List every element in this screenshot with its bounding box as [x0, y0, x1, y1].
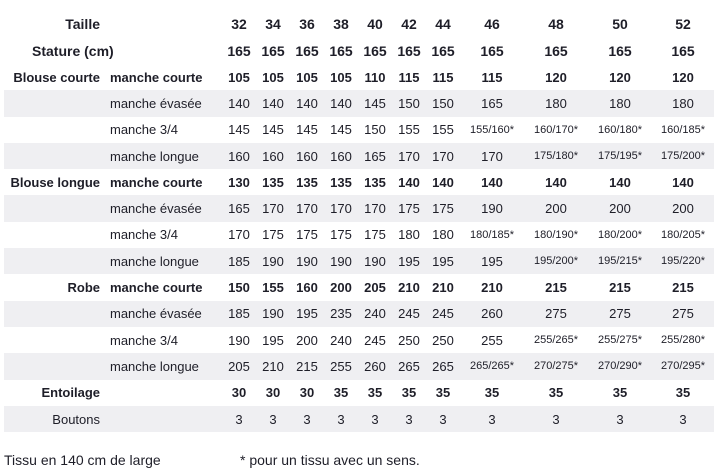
table-row [4, 222, 714, 248]
fabric-length-cell: 160 [324, 143, 358, 169]
fabric-length-cell: 170 [228, 227, 250, 243]
fabric-length-cell: 175 [330, 227, 352, 243]
fabric-length-cell: 250 [432, 332, 454, 348]
fabric-length-cell: 270/275* [524, 353, 588, 379]
fabric-length-cell: 145 [330, 122, 352, 138]
fabric-length-cell: 275 [524, 301, 588, 327]
sleeve-label: manche évasée [108, 301, 222, 327]
fabric-length-cell: 195 [290, 301, 324, 327]
sleeve-label: manche longue [108, 248, 222, 274]
garment-label [4, 90, 108, 116]
fabric-length-cell: 30 [265, 385, 281, 401]
fabric-length-cell: 250 [398, 332, 420, 348]
fabric-length-cell: 195/200* [524, 248, 588, 274]
sleeve-label: manche courte [110, 280, 203, 296]
height-cell: 165 [295, 42, 319, 59]
fabric-length-cell: 175/195* [588, 143, 652, 169]
fabric-length-cell: 200 [330, 280, 352, 296]
fabric-length-cell: 150 [228, 280, 250, 296]
fabric-length-cell: 180/190* [533, 228, 579, 241]
fabric-length-cell: 110 [364, 69, 386, 85]
height-cell: 165 [329, 42, 353, 59]
fabric-length-cell: 150 [426, 90, 460, 116]
height-cell: 165 [480, 42, 504, 59]
fabric-length-cell: 145 [228, 122, 250, 138]
fabric-length-cell: 35 [435, 385, 451, 401]
fabric-length-cell: 175 [426, 195, 460, 221]
garment-label [4, 248, 108, 274]
fabric-length-cell: 140 [398, 174, 420, 190]
fabric-length-cell: 185 [222, 248, 256, 274]
garment-label: Blouse courte [13, 69, 100, 85]
fabric-length-cell: 140 [222, 90, 256, 116]
size-label-spacer [108, 10, 222, 37]
fabric-length-cell: 265 [392, 353, 426, 379]
size-table-body [4, 10, 714, 432]
fabric-length-cell: 130 [228, 174, 250, 190]
fabric-length-cell: 35 [401, 385, 417, 401]
fabric-length-cell: 190 [358, 248, 392, 274]
garment-label: Entoilage [41, 385, 100, 401]
fabric-length-cell: 255/265* [533, 334, 579, 347]
fabric-length-cell: 215 [545, 280, 567, 296]
fabric-length-cell: 205 [222, 353, 256, 379]
size-table [4, 10, 714, 432]
sleeve-label: manche courte [110, 174, 203, 190]
garment-label [4, 222, 108, 248]
fabric-length-cell: 195 [426, 248, 460, 274]
size-cell: 42 [401, 15, 417, 32]
fabric-length-cell: 195 [262, 332, 284, 348]
fabric-length-cell: 3 [392, 406, 426, 432]
fabric-length-cell: 105 [330, 69, 352, 85]
fabric-length-cell: 160 [222, 143, 256, 169]
height-label: Stature (cm) [32, 42, 114, 59]
fabric-length-cell: 135 [364, 174, 386, 190]
fabric-length-cell: 175 [296, 227, 318, 243]
fabric-length-cell: 3 [290, 406, 324, 432]
fabric-length-cell: 190 [256, 301, 290, 327]
fabric-length-cell: 185 [222, 301, 256, 327]
fabric-length-cell: 240 [358, 301, 392, 327]
fabric-length-cell: 35 [548, 385, 564, 401]
fabric-length-cell: 210 [398, 280, 420, 296]
fabric-length-cell: 160/185* [660, 123, 706, 136]
fabric-length-cell: 255/275* [597, 334, 643, 347]
size-cell: 46 [484, 15, 500, 32]
sleeve-label: manche courte [110, 69, 203, 85]
fabric-length-cell: 170 [256, 195, 290, 221]
fabric-length-cell: 115 [432, 69, 454, 85]
height-cell: 165 [227, 42, 251, 59]
garment-label [4, 143, 108, 169]
fabric-length-cell: 165 [358, 143, 392, 169]
fabric-length-cell: 200 [652, 195, 714, 221]
sleeve-label: manche longue [108, 353, 222, 379]
height-cell: 165 [544, 42, 568, 59]
fabric-length-cell: 175/180* [524, 143, 588, 169]
fabric-length-cell: 120 [609, 69, 631, 85]
size-cell: 52 [675, 15, 691, 32]
fabric-length-cell: 3 [358, 406, 392, 432]
fabric-length-cell: 180 [652, 90, 714, 116]
table-row [4, 380, 714, 406]
fabric-length-cell: 170 [426, 143, 460, 169]
fabric-length-cell: 160 [256, 143, 290, 169]
fabric-length-cell: 255 [481, 332, 503, 348]
height-cell: 165 [671, 42, 695, 59]
size-header-row [4, 10, 714, 37]
fabric-length-cell: 180/185* [469, 228, 515, 241]
height-cell: 165 [608, 42, 632, 59]
table-row [4, 117, 714, 143]
fabric-length-cell: 30 [299, 385, 315, 401]
table-row [4, 353, 714, 379]
fabric-length-cell: 145 [358, 90, 392, 116]
fabric-length-cell: 275 [652, 301, 714, 327]
fabric-length-cell: 170 [460, 143, 524, 169]
fabric-length-cell: 30 [231, 385, 247, 401]
size-cell: 40 [367, 15, 383, 32]
fabric-length-cell: 200 [588, 195, 652, 221]
fabric-length-cell: 115 [481, 69, 503, 85]
fabric-length-cell: 3 [460, 406, 524, 432]
size-cell: 32 [231, 15, 247, 32]
fabric-length-cell: 200 [524, 195, 588, 221]
fabric-length-cell: 190 [290, 248, 324, 274]
fabric-length-cell: 155 [432, 122, 454, 138]
fabric-length-cell: 35 [367, 385, 383, 401]
sleeve-label: manche évasée [108, 90, 222, 116]
fabric-length-cell: 245 [426, 301, 460, 327]
fabric-length-cell: 270/295* [652, 353, 714, 379]
fabric-length-cell: 200 [296, 332, 318, 348]
fabric-length-cell: 140 [256, 90, 290, 116]
fabric-length-cell: 190 [228, 332, 250, 348]
fabric-length-cell: 35 [484, 385, 500, 401]
fabric-length-cell: 3 [588, 406, 652, 432]
fabric-length-cell: 120 [545, 69, 567, 85]
fabric-length-cell: 210 [256, 353, 290, 379]
size-cell: 50 [612, 15, 628, 32]
sleeve-label [108, 380, 222, 406]
table-row [4, 248, 714, 274]
fabric-length-cell: 255 [324, 353, 358, 379]
fabric-length-cell: 135 [330, 174, 352, 190]
fabric-length-cell: 165 [460, 90, 524, 116]
table-row [4, 327, 714, 353]
sleeve-label: manche 3/4 [110, 122, 178, 138]
fabric-length-cell: 175 [262, 227, 284, 243]
garment-label: Blouse longue [10, 174, 100, 190]
height-cell: 165 [261, 42, 285, 59]
size-cell: 36 [299, 15, 315, 32]
fabric-length-cell: 215 [672, 280, 694, 296]
fabric-length-cell: 105 [228, 69, 250, 85]
table-row [4, 143, 714, 169]
fabric-length-cell: 145 [262, 122, 284, 138]
fabric-length-cell: 175 [392, 195, 426, 221]
fabric-length-cell: 270/290* [588, 353, 652, 379]
fabric-length-cell: 235 [324, 301, 358, 327]
height-cell: 165 [431, 42, 455, 59]
fabric-length-cell: 180/200* [597, 228, 643, 241]
fabric-length-cell: 3 [652, 406, 714, 432]
fabric-length-cell: 265 [426, 353, 460, 379]
fabric-length-cell: 255/280* [660, 334, 706, 347]
fabric-length-cell: 35 [333, 385, 349, 401]
fabric-length-cell: 175 [364, 227, 386, 243]
fabric-length-cell: 195 [460, 248, 524, 274]
garment-label: Robe [67, 280, 100, 296]
fabric-length-cell: 175/200* [652, 143, 714, 169]
fabric-length-cell: 260 [460, 301, 524, 327]
fabric-length-cell: 180/205* [660, 228, 706, 241]
fabric-length-cell: 3 [524, 406, 588, 432]
size-cell: 38 [333, 15, 349, 32]
garment-label [4, 327, 108, 353]
fabric-length-cell: 170 [358, 195, 392, 221]
fabric-length-cell: 165 [222, 195, 256, 221]
size-cell: 48 [548, 15, 564, 32]
fabric-length-cell: 3 [256, 406, 290, 432]
height-cell: 165 [363, 42, 387, 59]
fabric-length-cell: 150 [392, 90, 426, 116]
fabric-length-cell: 190 [460, 195, 524, 221]
fabric-length-cell: 275 [588, 301, 652, 327]
sleeve-label: manche 3/4 [110, 332, 178, 348]
fabric-length-cell: 155 [262, 280, 284, 296]
table-row [4, 169, 714, 195]
fabric-length-cell: 155/160* [469, 123, 515, 136]
fabric-length-cell: 245 [364, 332, 386, 348]
fabric-length-cell: 140 [481, 174, 503, 190]
fabric-length-cell: 140 [432, 174, 454, 190]
fabric-length-cell: 215 [609, 280, 631, 296]
fabric-length-cell: 190 [256, 248, 290, 274]
fabric-length-cell: 240 [330, 332, 352, 348]
garment-label [4, 195, 108, 221]
fabric-length-cell: 180 [398, 227, 420, 243]
fabric-length-cell: 210 [432, 280, 454, 296]
asterisk-note: * pour un tissu avec un sens. [240, 452, 420, 468]
table-row [4, 406, 714, 432]
size-cell: 44 [435, 15, 451, 32]
garment-label [4, 117, 108, 143]
fabric-length-cell: 265/265* [460, 353, 524, 379]
fabric-length-cell: 160 [290, 143, 324, 169]
fabric-length-cell: 205 [364, 280, 386, 296]
fabric-length-cell: 3 [426, 406, 460, 432]
sleeve-label: manche évasée [108, 195, 222, 221]
sleeve-label: manche longue [108, 143, 222, 169]
fabric-length-cell: 180 [524, 90, 588, 116]
fabric-length-cell: 260 [358, 353, 392, 379]
fabric-length-cell: 105 [296, 69, 318, 85]
fabric-length-cell: 195/220* [652, 248, 714, 274]
fabric-length-cell: 190 [324, 248, 358, 274]
garment-label [4, 353, 108, 379]
fabric-length-cell: 3 [324, 406, 358, 432]
size-chart [4, 10, 714, 432]
fabric-length-cell: 3 [222, 406, 256, 432]
garment-label: Boutons [4, 406, 108, 432]
table-row [4, 301, 714, 327]
sleeve-label [108, 406, 222, 432]
fabric-length-cell: 155 [398, 122, 420, 138]
fabric-length-cell: 160/180* [597, 123, 643, 136]
fabric-length-cell: 140 [324, 90, 358, 116]
fabric-length-cell: 140 [672, 174, 694, 190]
fabric-length-cell: 245 [392, 301, 426, 327]
fabric-length-cell: 170 [324, 195, 358, 221]
fabric-length-cell: 115 [398, 69, 420, 85]
fabric-length-cell: 195 [392, 248, 426, 274]
garment-label [4, 301, 108, 327]
fabric-length-cell: 140 [545, 174, 567, 190]
table-row [4, 64, 714, 90]
fabric-length-cell: 160/170* [533, 123, 579, 136]
fabric-length-cell: 135 [262, 174, 284, 190]
fabric-note: Tissu en 140 cm de large [4, 452, 161, 468]
fabric-length-cell: 160 [296, 280, 318, 296]
fabric-length-cell: 180 [588, 90, 652, 116]
fabric-length-cell: 140 [609, 174, 631, 190]
size-label: Taille [65, 15, 100, 32]
fabric-length-cell: 105 [262, 69, 284, 85]
height-header-row [4, 37, 714, 64]
fabric-length-cell: 170 [392, 143, 426, 169]
height-cell: 165 [397, 42, 421, 59]
fabric-length-cell: 120 [672, 69, 694, 85]
fabric-length-cell: 135 [296, 174, 318, 190]
table-row [4, 90, 714, 116]
fabric-length-cell: 145 [296, 122, 318, 138]
table-row [4, 195, 714, 221]
fabric-length-cell: 180 [432, 227, 454, 243]
fabric-length-cell: 215 [290, 353, 324, 379]
fabric-length-cell: 140 [290, 90, 324, 116]
fabric-length-cell: 170 [290, 195, 324, 221]
sleeve-label: manche 3/4 [110, 227, 178, 243]
fabric-length-cell: 150 [364, 122, 386, 138]
fabric-length-cell: 195/215* [588, 248, 652, 274]
table-row [4, 274, 714, 300]
fabric-length-cell: 35 [675, 385, 691, 401]
fabric-length-cell: 210 [481, 280, 503, 296]
fabric-length-cell: 35 [612, 385, 628, 401]
size-cell: 34 [265, 15, 281, 32]
